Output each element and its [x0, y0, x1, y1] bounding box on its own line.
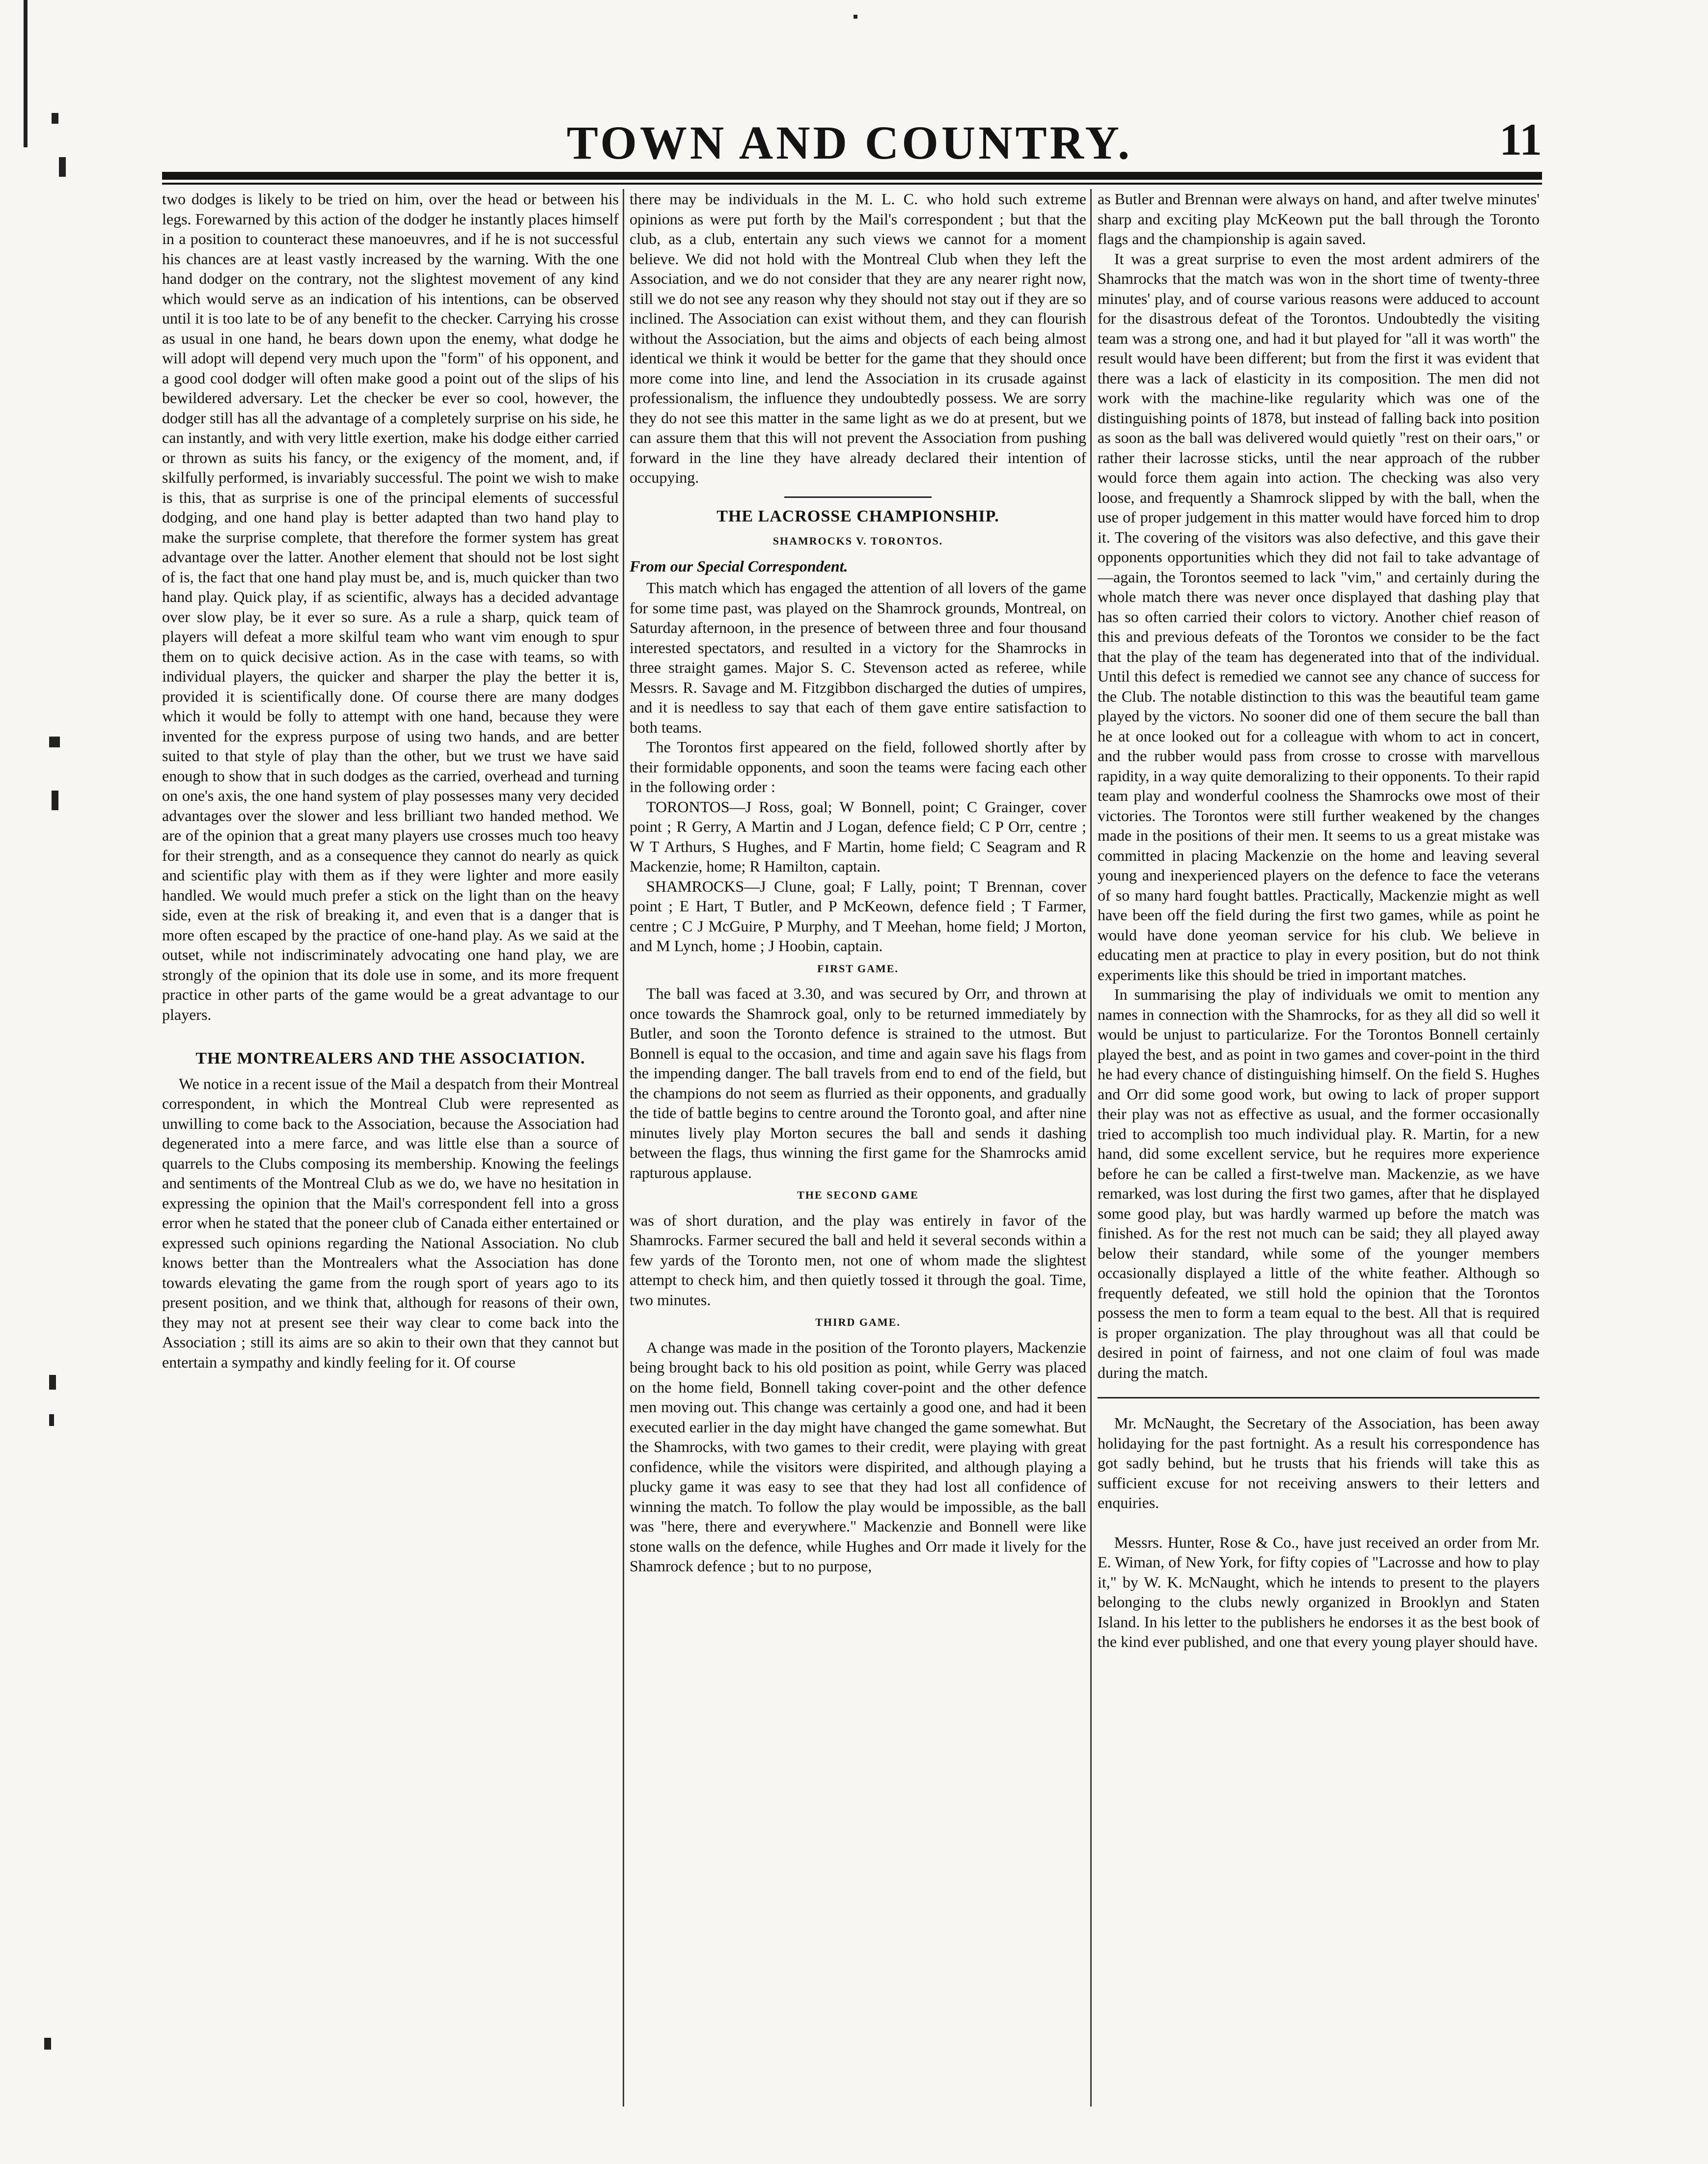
scan-speck — [52, 113, 58, 124]
masthead-rule — [162, 172, 1542, 180]
masthead-title: TOWN AND COUNTRY. — [566, 116, 1133, 169]
torontos-lineup: TORONTOS—J Ross, goal; W Bonnell, point; C Grainger, cover point ; R Gerry, A Martin and J Logan, defence field; C P Orr, centre ; W T Arthurs, S Hughes, and F Martin, home field; C Seagram and R Mackenzie, home; R Hamilton, captain. — [630, 797, 1086, 875]
scan-speck — [49, 737, 60, 747]
section-divider — [784, 496, 932, 498]
scan-speck — [854, 15, 857, 19]
first-game-text: The ball was faced at 3.30, and was secured by Orr, and thrown at once towards the Shamrock goal, only to be returned immediately by Butler, and soon the Toronto defence is strained to the utmost. But Bonnell is equal to the occasion, and time and again save his flags from the impending danger. The ball travels from end to end of the field, but the champions do not seem as flurried as their opponents, and gradually the tide of battle begins to centre around the Toronto goal, and after nine minutes lively play Morton secures the ball and sends it dashing between the flags, thus winning the first game for the Shamrocks amid rapturous applause. — [630, 985, 1086, 1181]
masthead — [162, 114, 1542, 174]
championship-byline: From our Special Correspondent. — [630, 557, 848, 575]
third-game-text: A change was made in the position of the Toronto players, Mackenzie being brought back to his old position as point, while Gerry was placed on the home field, Bonnell taking cover-point and the other defence men moving out. This change was certainly a good one, and had it been executed earlier in the day might have changed the game somewhat. But the Shamrocks, with two games to their credit, were playing with great confidence, while the visitors were dispirited, and although playing a plucky game it was easy to see that they had lost all confidence of winning the match. To follow the play would be impossible, as the ball was "here, there and everywhere." Mackenzie and Bonnell were like stone walls on the defence, while Hughes and Orr made it lively for the Shamrock defence ; but to no purpose, — [630, 1338, 1086, 1575]
hunter-rose-notice: Messrs. Hunter, Rose & Co., have just received an order from Mr. E. Wiman, of New York, for fifty copies of "Lacrosse and how to play it," by W. K. McNaught, which he intends to present to the players belonging to the clubs newly organized in Brooklyn and Staten Island. In his letter to the publishers he endorses it as the best book of the kind ever published, and one that every young player should have. — [1098, 1533, 1540, 1650]
third-game-continued-text: as Butler and Brennan were always on hand, and after twelve minutes' sharp and exciting play McKeown put the ball through the Toronto flags and the championship is again saved. — [1098, 190, 1540, 247]
championship-heading: THE LACROSSE CHAMPIONSHIP. — [716, 507, 999, 525]
scan-speck — [49, 1414, 54, 1426]
third-game-heading: THIRD GAME. — [815, 1316, 901, 1328]
championship-subheading: SHAMROCKS V. TORONTOS. — [772, 535, 943, 547]
article-continued-text: two dodges is likely to be tried on him, over the head or between his legs. Forewarned by this action of the dodger he instantly places himself in a position to counteract these manoeuvres, and if he is not successful his chances are at least vastly increased by the warning. With the one hand dodger on the contrary, not the slightest movement of any kind which would serve as an indication of his intentions, can be observed until it is too late to be of any benefit to the checker. Carrying his crosse as usual in one hand, he bears down upon the enemy, what dodge he will adopt will depend very much upon the "form" of his opponent, and a good cool dodger will often make good a point out of the slips of his bewildered adversary. Let the checker be ever so cool, however, the dodger still has all the advantage of a completely surprise on his side, he can instantly, and with very little exertion, make his dodge either carried or thrown as suits his fancy, or the exigency of the moment, and, if skilfully performed, is invariably successful. The point we wish to make is this, that as surprise is one of the principal elements of successful dodging, and one hand play is better adapted than two hand play to make the surprise complete, that therefore the former system has great advantage over the latter. Another element that should not be lost sight of is, the fact that one hand play must be, and is, much quicker than two hand play. Quick play, if as scientific, always has a decided advantage over slow play, be it ever so sure. As a rule a sharp, quick team of players will defeat a more skilful team who want vim enough to spur them on to quick decisive action. As in the case with teams, so with individual players, the quicker and sharper the play the better it is, provided it is scientifically done. Of course there are many dodges which it would be folly to attempt with one hand, because they were invented for the express purpose of using two hands, and are better suited to that style of play than the other, but we trust we have said enough to show that in such dodges as the carried, overhead and turning on one's axis, the one hand system of play possesses many very decided advantages over the slower and less brilliant two handed method. We are of the opinion that a great many players use crosses much too heavy for their strength, and as a consequence they cannot do nearly as quick and scientific play with them as if they were lighter and more easily handled. We would much prefer a stick on the light than on the heavy side, even at the risk of breaking it, and even that is a danger that is more often escaped by the practice of one-hand play. As we said at the outset, while not indiscriminately advocating one hand play, we are strongly of the opinion that its dole use in some, and its more frequent practice in other parts of the game would be a great advantage to our players. — [162, 190, 619, 1023]
shamrocks-lineup: SHAMROCKS—J Clune, goal; F Lally, point; T Brennan, cover point ; E Hart, T Butler, and P McKeown, defence field ; T Farmer, centre ; C J McGuire, P Murphy, and T Meehan, home field; J Morton, and M Lynch, home ; J Hoobin, captain. — [630, 877, 1086, 955]
mcnaught-notice: Mr. McNaught, the Secretary of the Association, has been away holidaying for the past fortnight. As a result his correspondence has got sadly behind, but he trusts that his friends will take this as sufficient excuse for not receiving answers to their letters and enquiries. — [1098, 1414, 1540, 1511]
championship-individuals: In summarising the play of individuals we omit to mention any names in connection with the Shamrocks, for as they all did so well it would be unjust to particularize. For the Torontos Bonnell certainly played the best, and as point in two games and cover-point in the third he had every chance of distinguishing himself. On the field S. Hughes and Orr did some good work, but owing to lack of proper support their play was not as effective as usual, and the former occasionally tried to accomplish too much individual play. R. Martin, for a new hand, did some excellent service, but he requires more experience before he can be called a first-twelve man. Mackenzie, as we have remarked, was lost during the first two games, after that he displayed some good play, but was hardly warmed up before the match was finished. As for the rest not much can be said; they all played away below their standard, while some of the younger members occasionally displayed a little of the white feather. Although so frequently defeated, we still hold the opinion that the Torontos possess the men to form a team equal to the best. All that is required is proper organization. The play throughout was all that could be desired in point of fairness, and not one claim of foul was made during the match. — [1098, 986, 1540, 1381]
column-spacer — [162, 1024, 619, 1044]
scan-speck — [52, 791, 58, 810]
column-rule — [623, 189, 624, 2107]
second-game-text: was of short duration, and the play was entirely in favor of the Shamrocks. Farmer secured the ball and held it several seconds within a few yards of the Toronto men, not one of whom made the slightest attempt to check him, and then quietly tossed it through the goal. Time, two minutes. — [630, 1211, 1086, 1309]
first-game-heading: FIRST GAME. — [817, 962, 899, 975]
scan-edge-mark — [24, 0, 28, 147]
column-1 — [162, 189, 619, 2107]
page-number: 11 — [1499, 114, 1542, 164]
scan-speck — [59, 157, 66, 177]
column-3 — [1098, 189, 1540, 2107]
masthead-rule-thin — [162, 183, 1542, 185]
second-game-heading: THE SECOND GAME — [797, 1189, 919, 1201]
scan-speck — [44, 2038, 51, 2050]
championship-analysis: It was a great surprise to even the most ardent admirers of the Shamrocks that the match was won in the short time of twenty-three minutes' play, and of course various reasons were adduced to account for the disastrous defeat of the Torontos. Undoubtedly the visiting team was a strong one, and had it but played for "all it was worth" the result would have been different; but from the first it was evident that there was a lack of elasticity in its composition. The men did not work with the machine-like regularity which was one of the distinguishing points of 1878, but instead of falling back into position as soon as the ball was delivered would quietly "rest on their oars," or rather their lacrosse sticks, until the near approach of the rubber would force them again into action. The checking was also very loose, and frequently a Shamrock slipped by with the ball, when the use of proper judgement in this matter would have forced him to drop it. The covering of the visitors was also defective, and this gave their opponents opportunities which they did not fail to take advantage of—again, the Torontos seemed to lack "vim," and certainly during the whole match there was never once displayed that dashing play that has so often carried their colors to victory. Another chief reason of this and previous defeats of the Torontos we consider to be the fact that the play of the team has degenerated into that of the individual. Until this defect is remedied we cannot see any chance of success for the Club. The notable distinction to this was the beautiful team game played by the victors. No sooner did one of them secure the ball than he at once looked out for a colleague with whom to act in concert, and the rubber would pass from crosse to crosse with marvellous rapidity, in a way quite demoralizing to their opponents. To their rapid team play and wonderful coolness the Shamrocks owe most of their victories. The Torontos were still further weakened by the changes made in the positions of their men. It seems to us a great mistake was committed in placing Mackenzie on the home and leaving several young and inexperienced players on the defence to face the veterans of so many hard fought battles. Practically, Mackenzie might as well have been off the field during the first two games, while as point he would have done yeoman service for his club. We believe in educating men at practice to play in every position, but do not think experiments like this should be tried in important matches. — [1098, 249, 1540, 984]
column-2 — [630, 189, 1086, 2107]
scan-speck — [49, 1375, 56, 1390]
championship-teams-intro: The Torontos first appeared on the field, followed shortly after by their formidable opponents, and soon the teams were facing each other in the following order : — [630, 738, 1086, 795]
montrealers-text: We notice in a recent issue of the Mail a despatch from their Montreal correspondent, in which the Montreal Club were represented as unwilling to come back to the Association, because the Association had degenerated into a mere farce, and was little else than a source of quarrels to the Clubs composing its membership. Knowing the feelings and sentiments of the Montreal Club as we do, we have no hesitation in expressing the opinion that the Mail's correspondent fell into a gross error when he stated that the poneer club of Canada either entertained or expressed such opinions regarding the National Association. No club knows better than the Montrealers what the Association has done towards elevating the game from the rough sport of years ago to its present position, and we think that, although for reasons of their own, they may not at present see their way clear to come back into the Association ; still its aims are so akin to their own that they cannot but entertain a sympathy and kindly feeling for it. Of course — [162, 1074, 619, 1371]
championship-intro: This match which has engaged the attention of all lovers of the game for some time past, was played on the Shamrock grounds, Montreal, on Saturday afternoon, in the presence of between three and four thousand interested spectators, and resulted in a victory for the Shamrocks in three straight games. Major S. C. Stevenson acted as referee, while Messrs. R. Savage and M. Fitzgibbon discharged the duties of umpires, and it is needless to say that each of them gave entire satisfaction to both teams. — [630, 579, 1086, 736]
column-rule — [1090, 189, 1092, 2107]
montrealers-continued-text: there may be individuals in the M. L. C. who hold such extreme opinions as were put forth by the Mail's correspondent ; but that the club, as a club, entertain any such views we cannot for a moment believe. We did not hold with the Montreal Club when they left the Association, and we do not consider that they are any nearer right now, still we do not see any reason why they should not stay out if they are so inclined. The Association can exist without them, and they can flourish without the Association, but the aims and objects of each being almost identical we think it would be better for the game that they should once more come into line, and lend the Association in its crusade against professionalism, the influence they undoubtedly possess. We are sorry they do not see this matter in the same light as we do at present, but we can assure them that this will not prevent the Association from pushing forward in the line they have already declared their intention of occupying. — [630, 190, 1086, 486]
montrealers-heading: THE MONTREALERS AND THE ASSOCIATION. — [195, 1049, 585, 1068]
column-spacer — [1098, 1513, 1540, 1533]
section-divider — [1098, 1397, 1540, 1398]
